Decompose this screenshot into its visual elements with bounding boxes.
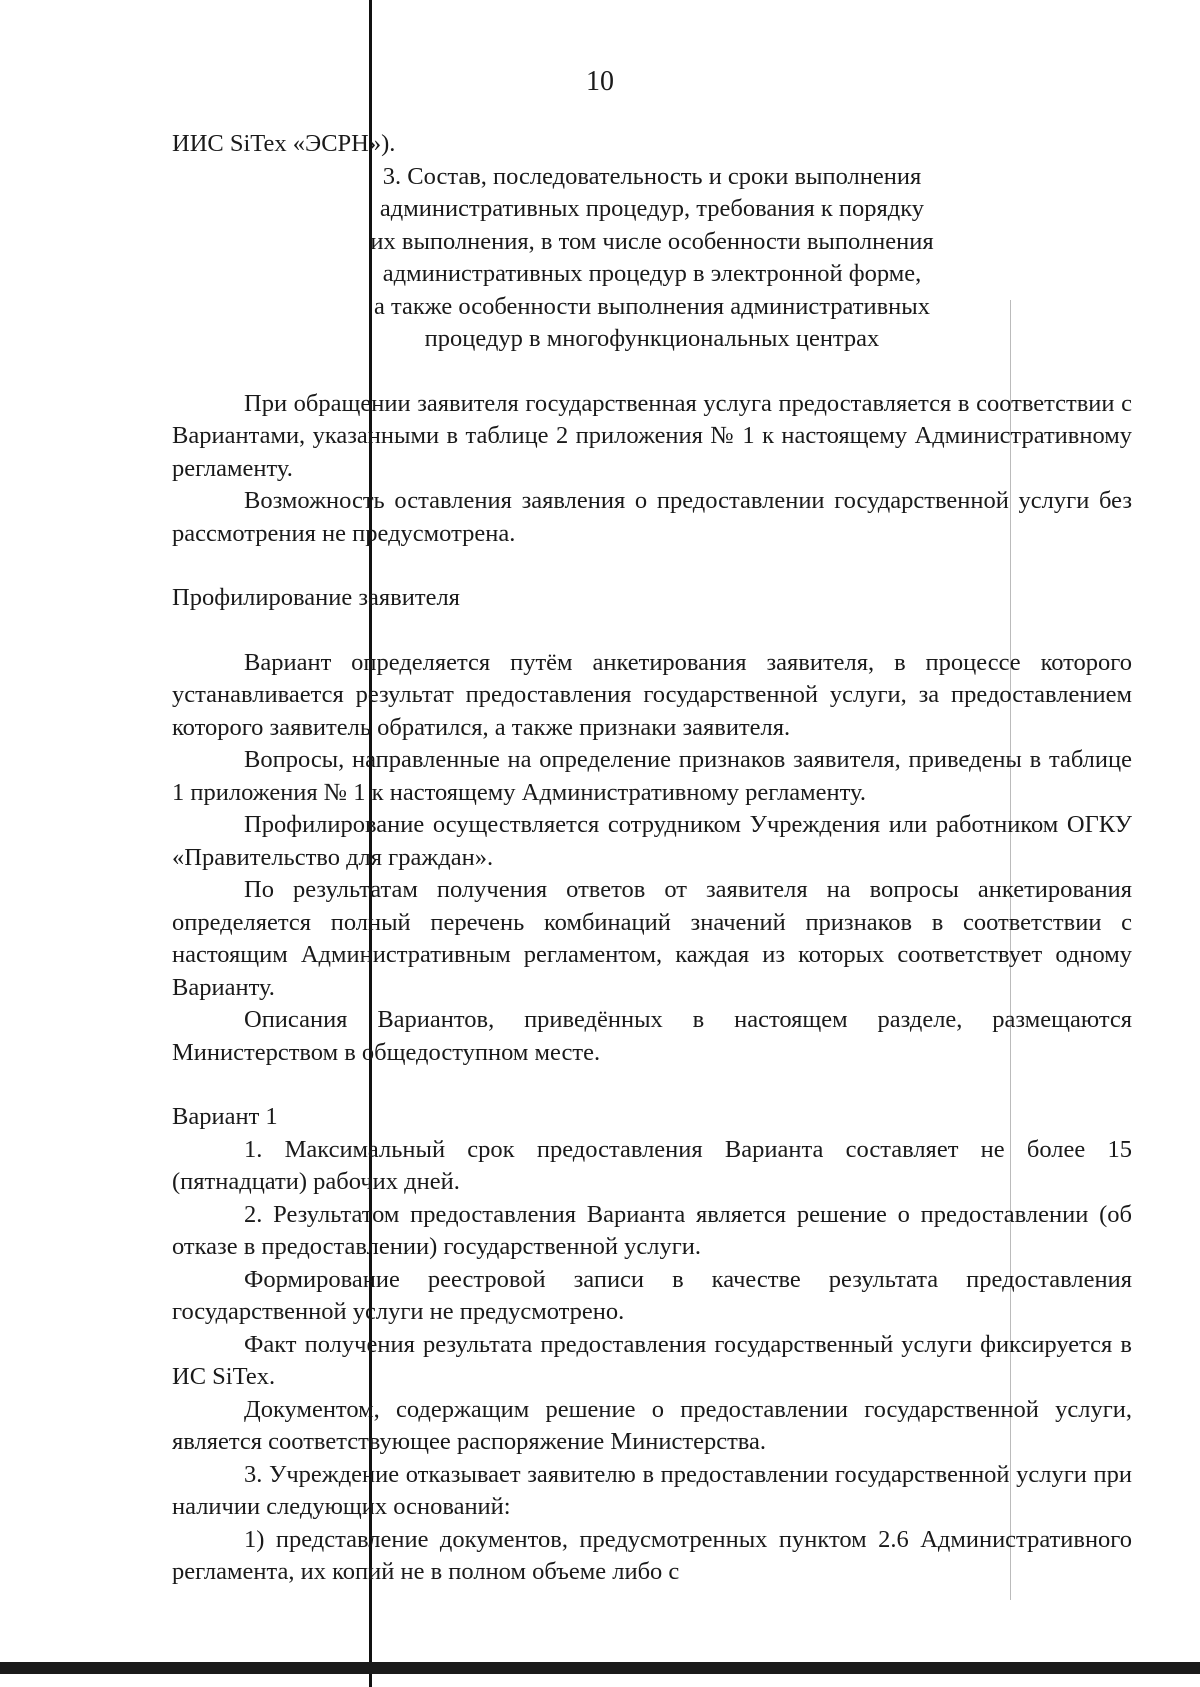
continuation-line: ИИС SiTex «ЭСРН»). — [172, 130, 396, 157]
paragraph: По результатам получения ответов от заявителя на вопросы анкетирования определяется полный перечень комбинаций значений признаков в соответствии с настоящим Административным регламентом, каждая из которых соответствует одному Варианту. — [172, 876, 1132, 1001]
paragraph: 2. Результатом предоставления Варианта является решение о предоставлении (об отказе в предоставлении) государственной услуги. — [172, 1200, 1132, 1260]
page-number: 10 — [586, 66, 614, 97]
variant-1-title: Вариант 1 — [172, 1103, 278, 1130]
paragraph: Документом, содержащим решение о предоставлении государственной услуги, является соответствующее распоряжение Министерства. — [172, 1395, 1132, 1455]
heading-line: а также особенности выполнения административных — [374, 292, 930, 320]
paragraph: Возможность оставления заявления о предоставлении государственной услуги без рассмотрения не предусмотрена. — [172, 487, 1132, 547]
scan-artifact-bottom-edge — [0, 1662, 1200, 1674]
heading-line: 3. Состав, последовательность и сроки выполнения — [382, 162, 922, 190]
section-3-heading — [292, 161, 1012, 356]
paragraph: При обращении заявителя государственная услуга предоставляется в соответствии с Вариантами, указанными в таблице 2 приложения № 1 к настоящему Административному регламенту. — [172, 389, 1132, 482]
paragraph: Вариант определяется путём анкетирования заявителя, в процессе которого устанавливается результат предоставления государственной услуги, за предоставлением которого заявитель обратился, а также признаки заявителя. — [172, 648, 1132, 741]
paragraph: 1) представление документов, предусмотренных пунктом 2.6 Административного регламента, их копий не в полном объеме либо с — [172, 1525, 1132, 1585]
paragraph: Вопросы, направленные на определение признаков заявителя, приведены в таблице 1 приложения № 1 к настоящему Административному регламенту. — [172, 746, 1132, 806]
document-body — [172, 128, 1132, 1589]
heading-line: процедур в многофункциональных центрах — [424, 325, 880, 352]
paragraph: 3. Учреждение отказывает заявителю в предоставлении государственной услуги при наличии следующих оснований: — [172, 1460, 1132, 1520]
paragraph: 1. Максимальный срок предоставления Варианта составляет не более 15 (пятнадцати) рабочих дней. — [172, 1135, 1132, 1195]
paragraph: Факт получения результата предоставления государственный услуги фиксируется в ИС SiTex. — [172, 1330, 1132, 1390]
heading-line: административных процедур в электронной форме, — [382, 260, 922, 287]
profiling-title: Профилирование заявителя — [172, 584, 460, 611]
paragraph: Описания Вариантов, приведённых в настоящем разделе, размещаются Министерством в общедоступном месте. — [172, 1006, 1132, 1066]
paragraph: Формирование реестровой записи в качестве результата предоставления государственной услуги не предусмотрено. — [172, 1265, 1132, 1325]
heading-line: административных процедур, требования к порядку — [379, 195, 925, 222]
paragraph: Профилирование осуществляется сотрудником Учреждения или работником ОГКУ «Правительство для граждан». — [172, 811, 1132, 871]
heading-line: их выполнения, в том числе особенности выполнения — [370, 227, 934, 255]
